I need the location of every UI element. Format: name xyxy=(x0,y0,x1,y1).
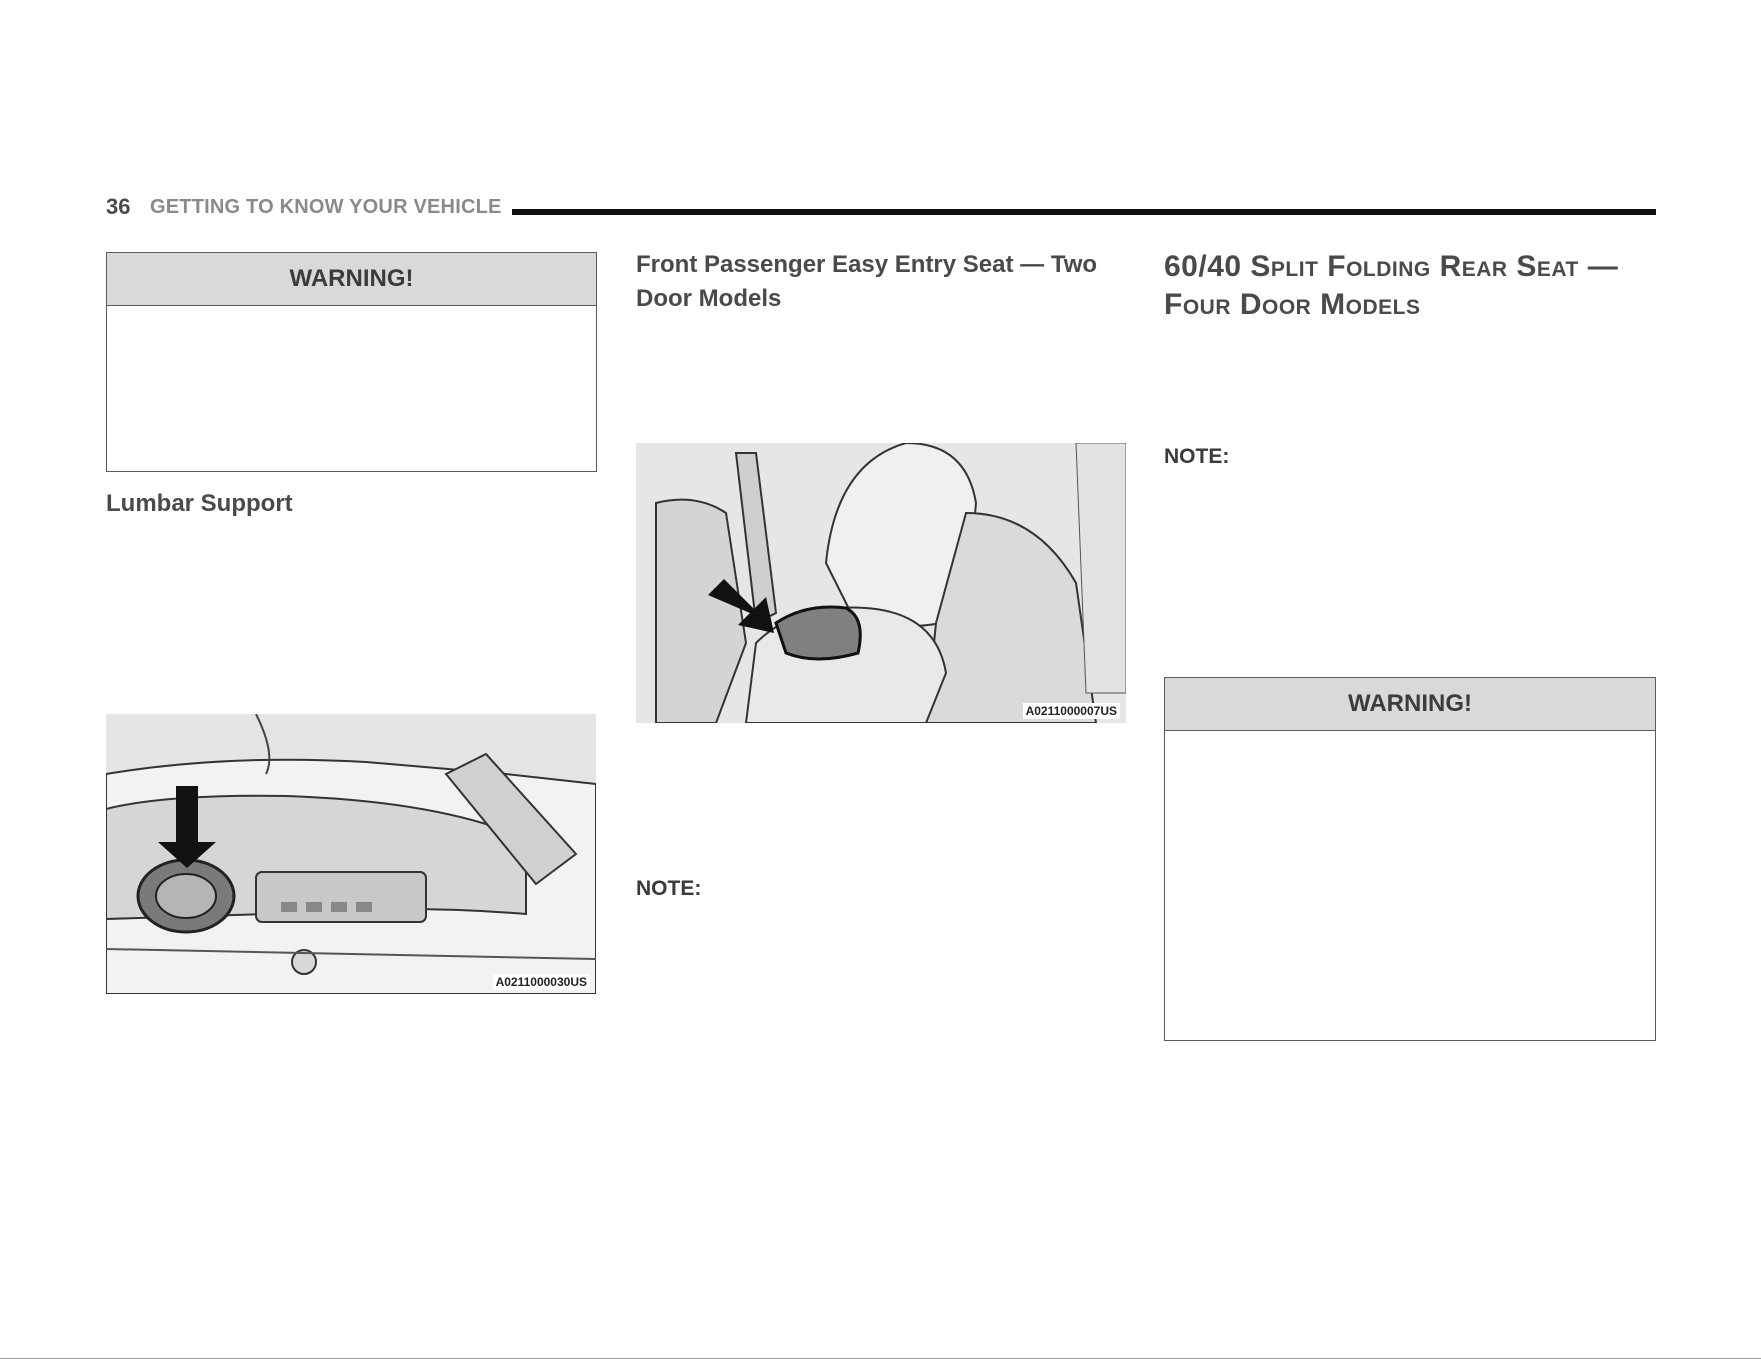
page-number: 36 xyxy=(106,194,131,219)
lumbar-knob-illustration xyxy=(106,714,596,994)
split-folding-heading: 60/40 Split Folding Rear Seat — Four Door Models xyxy=(1164,250,1619,321)
figure-code: A0211000007US xyxy=(1023,703,1120,719)
warning-title: WARNING! xyxy=(107,253,596,306)
section-title: GETTING TO KNOW YOUR VEHICLE xyxy=(150,196,502,218)
lumbar-support-figure xyxy=(106,714,596,994)
note-label: NOTE: xyxy=(636,877,702,900)
easy-entry-heading: Front Passenger Easy Entry Seat — Two Door Models xyxy=(636,251,1098,312)
figure-code: A0211000030US xyxy=(493,974,590,990)
easy-entry-figure xyxy=(636,443,1126,723)
warning-box-right xyxy=(1164,677,1656,1041)
warning-box-left xyxy=(106,252,597,472)
warning-title: WARNING! xyxy=(1165,678,1655,731)
page-header xyxy=(106,190,1656,230)
header-rule xyxy=(512,209,1656,215)
footer-rule xyxy=(0,1358,1761,1359)
easy-entry-lever-illustration xyxy=(636,443,1126,723)
lumbar-support-heading: Lumbar Support xyxy=(106,490,293,517)
note-label: NOTE: xyxy=(1164,445,1230,468)
